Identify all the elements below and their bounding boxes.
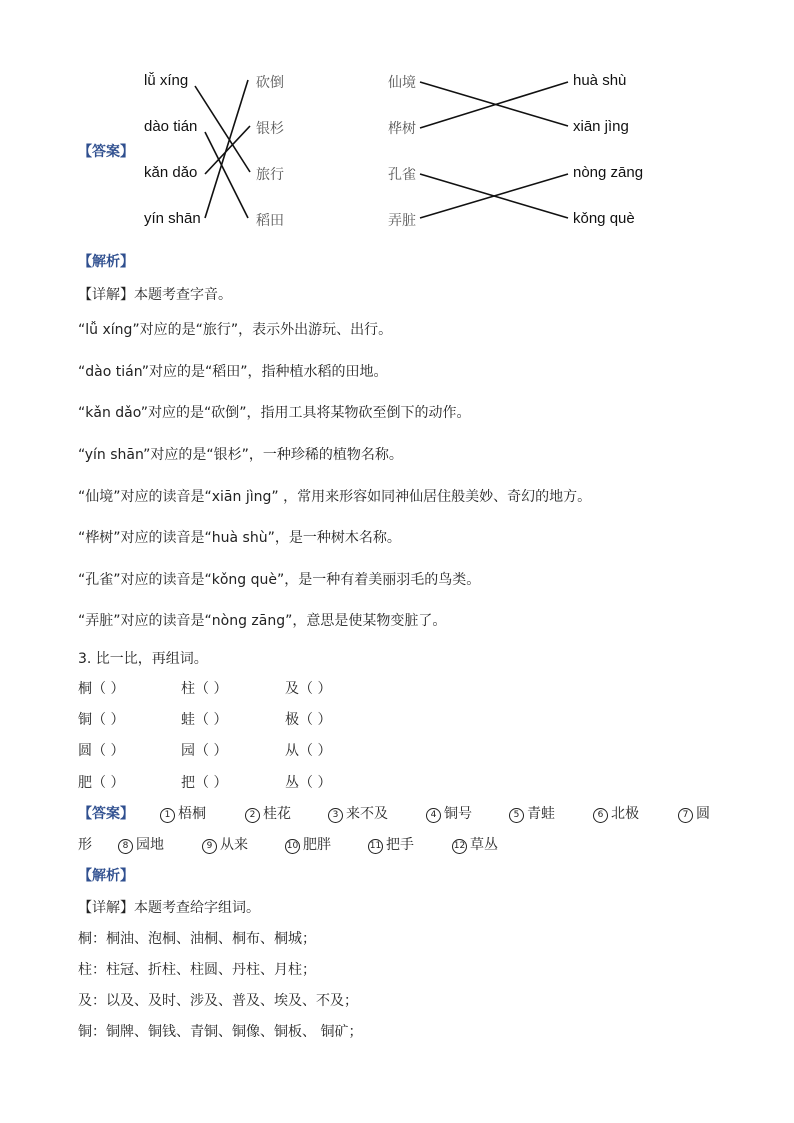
answer-tag-2: 【答案】 (78, 806, 134, 822)
analysis-tag-2: 【解析】 (78, 868, 134, 884)
analysis2-line: 及：以及、及时、涉及、普及、埃及、不及； (78, 993, 358, 1009)
q3-cell: 桐（ ） (78, 681, 125, 697)
answer-tag-1: 【答案】 (78, 144, 134, 160)
analysis2-line: 桐：桐油、泡桐、油桐、桐布、桐城； (78, 931, 316, 947)
left-pinyin-2: dào tián (144, 118, 198, 135)
q3-cell: 极（ ） (285, 712, 332, 728)
num-3-icon: 3 (328, 808, 343, 823)
num-9-icon: 9 (202, 839, 217, 854)
right-pinyin-3: nòng zāng (573, 164, 644, 181)
q3-cell: 铜（ ） (78, 712, 125, 728)
analysis1-line: “弄脏”对应的读音是“nòng zāng”，意思是使某物变脏了。 (78, 613, 447, 629)
match-line (205, 132, 248, 218)
analysis1-line: “仙境”对应的读音是“xiān jìng” ，常用来形容如同神仙居住般美妙、奇幻的地方。 (78, 489, 592, 505)
num-4-icon: 4 (426, 808, 441, 823)
q3-cell: 把（ ） (181, 775, 228, 791)
q3-cell: 及（ ） (285, 681, 332, 697)
detail-1: 【详解】本题考查字音。 (78, 287, 232, 303)
answer-item: 2 桂花 (245, 803, 291, 823)
match-line (205, 80, 248, 218)
left-word-4: 稻田 (256, 213, 284, 229)
analysis1-line: “lǚ xíng”对应的是“旅行”，表示外出游玩、出行。 (78, 322, 393, 338)
q3-cell: 丛（ ） (285, 775, 332, 791)
analysis1-line: “桦树”对应的读音是“huà shù”，是一种树木名称。 (78, 530, 401, 546)
right-pinyin-2: xiān jìng (573, 118, 629, 135)
left-pinyin-4: yín shān (144, 210, 201, 227)
detail-2: 【详解】本题考查给字组词。 (78, 900, 260, 916)
answer-item: 1 梧桐 (160, 803, 206, 823)
question-3-title: 3. 比一比，再组词。 (78, 651, 208, 667)
left-word-1: 砍倒 (256, 75, 284, 91)
right-pinyin-1: huà shù (573, 72, 627, 89)
num-7-icon: 7 (678, 808, 693, 823)
answer-item: 5 青蛙 (509, 803, 555, 823)
left-pinyin-3: kǎn dǎo (144, 164, 198, 181)
right-word-4: 弄脏 (388, 213, 416, 229)
analysis1-line: “kǎn dǎo”对应的是“砍倒”，指用工具将某物砍至倒下的动作。 (78, 405, 471, 421)
q3-cell: 蛙（ ） (181, 712, 228, 728)
answer-item: 11 把手 (369, 837, 414, 853)
q3-cell: 圆（ ） (78, 743, 125, 759)
answer-item: 12 草丛 (453, 837, 498, 853)
answer-item: 3 来不及 (328, 803, 388, 823)
num-12-icon: 12 (452, 839, 467, 854)
right-word-2: 桦树 (388, 121, 416, 137)
answer-item: 8 园地 (118, 834, 164, 854)
right-word-3: 孔雀 (388, 167, 416, 183)
analysis2-line: 柱：柱冠、折柱、柱圆、丹柱、月柱； (78, 962, 316, 978)
analysis2-line: 铜：铜牌、铜钱、青铜、铜像、铜板、 铜矿； (78, 1024, 363, 1040)
num-2-icon: 2 (245, 808, 260, 823)
q3-cell: 肥（ ） (78, 775, 125, 791)
num-8-icon: 8 (118, 839, 133, 854)
answer-continuation: 形 (78, 837, 92, 853)
answer-item: 4 铜号 (426, 803, 472, 823)
answer-item: 7 圆 (678, 803, 710, 823)
answer-item: 6 北极 (593, 803, 639, 823)
q3-cell: 从（ ） (285, 743, 332, 759)
num-10-icon: 10 (285, 839, 300, 854)
analysis1-line: “yín shān”对应的是“银杉”，一种珍稀的植物名称。 (78, 447, 403, 463)
answer-item: 9 从来 (202, 834, 248, 854)
left-pinyin-1: lǚ xíng (144, 72, 189, 89)
num-1-icon: 1 (160, 808, 175, 823)
analysis1-line: “孔雀”对应的读音是“kǒng què”，是一种有着美丽羽毛的鸟类。 (78, 572, 481, 588)
num-6-icon: 6 (593, 808, 608, 823)
analysis-tag-1: 【解析】 (78, 254, 134, 270)
num-5-icon: 5 (509, 808, 524, 823)
right-word-1: 仙境 (388, 75, 416, 91)
answer-item: 10 肥胖 (286, 837, 331, 853)
q3-cell: 柱（ ） (181, 681, 228, 697)
num-11-icon: 11 (368, 839, 383, 854)
match-line (205, 126, 250, 174)
analysis1-line: “dào tián”对应的是“稻田”，指种植水稻的田地。 (78, 364, 388, 380)
right-pinyin-4: kǒng què (573, 210, 635, 227)
left-word-3: 旅行 (256, 167, 284, 183)
left-word-2: 银杉 (256, 121, 284, 137)
q3-cell: 园（ ） (181, 743, 228, 759)
